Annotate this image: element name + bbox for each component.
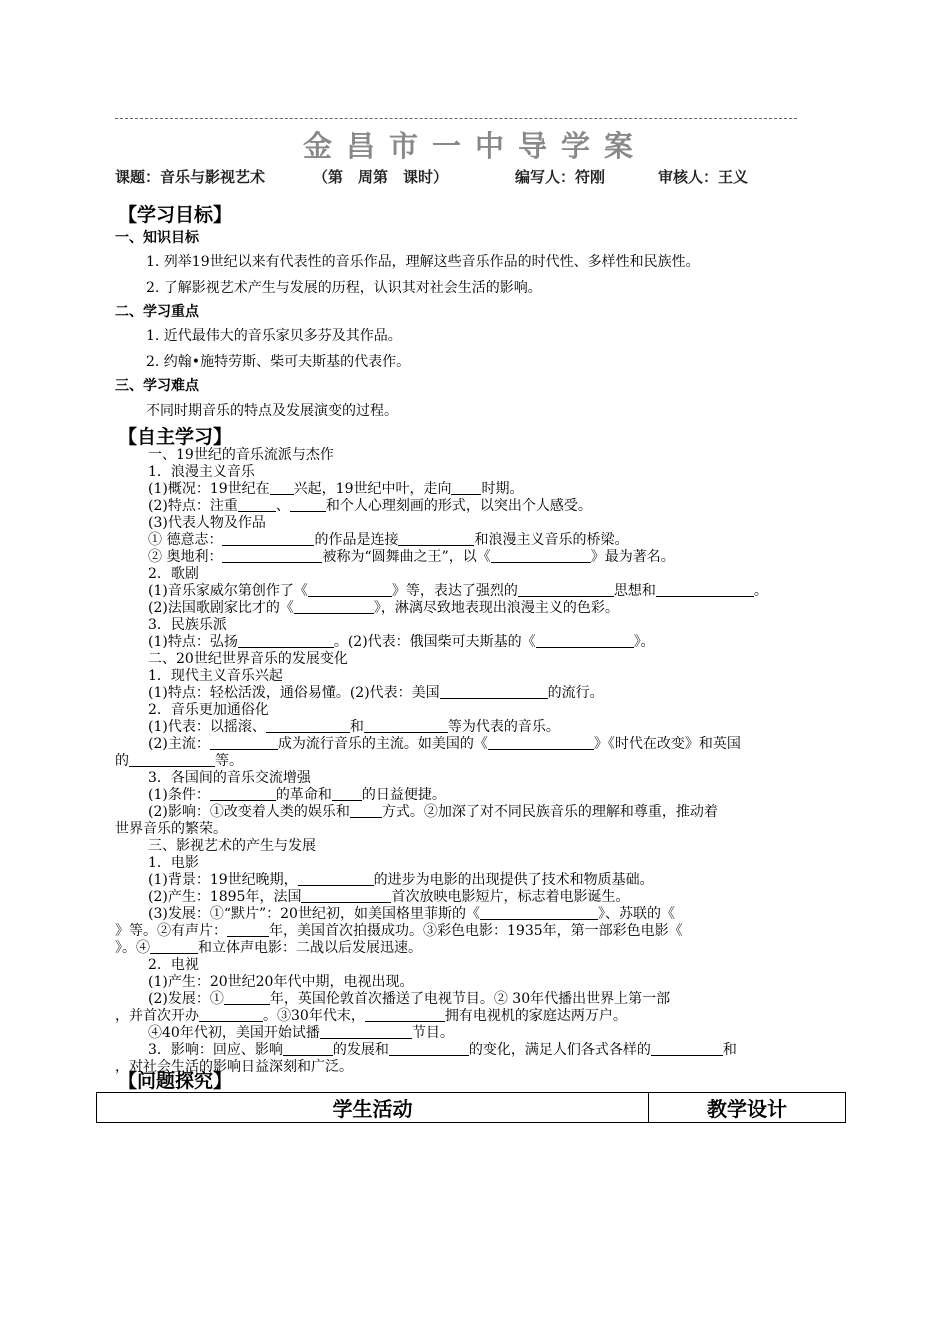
subsection-heading: 1．现代主义音乐兴起	[148, 668, 283, 684]
subsection-heading: 2．音乐更加通俗化	[148, 702, 269, 718]
fill-blank[interactable]	[308, 583, 392, 597]
text-line: (2)影响：①改变着人类的娱乐和 方式。②加深了对不同民族音乐的理解和尊重，推动着	[148, 804, 718, 820]
text-line: ② 奥地利： 被称为“圆舞曲之王”，以《 》最为著名。	[148, 549, 675, 565]
difficulty-heading: 三、学习难点	[115, 378, 199, 394]
teaching-design-header: 教学设计	[649, 1093, 846, 1123]
text-line: (1)产生：20世纪20年代中期，电视出现。	[148, 974, 414, 990]
fill-blank[interactable]	[350, 804, 382, 818]
text-line: (2)特点：注重 、 和个人心理刻画的形式，以突出个人感受。	[148, 498, 592, 514]
text-line: (1)特点：轻松活泼，通俗易懂。(2)代表：美国 的流行。	[148, 685, 604, 701]
subsection-heading: 2．歌剧	[148, 566, 199, 582]
text-line: ，并首次开办 。③30年代末， 拥有电视机的家庭达两万户。	[115, 1008, 627, 1024]
lesson-topic: 课题：音乐与影视艺术	[115, 168, 266, 186]
section-heading: 一、19世纪的音乐流派与杰作	[148, 447, 334, 463]
text-line: (2)主流： 成为流行音乐的主流。如美国的《 》《时代在改变》和英国	[148, 736, 741, 752]
fill-blank[interactable]	[488, 736, 594, 750]
knowledge-item: 1. 列举19世纪以来有代表性的音乐作品，理解这些音乐作品的时代性、多样性和民族性。	[146, 254, 700, 270]
fill-blank[interactable]	[480, 906, 598, 920]
text-line: (3)代表人物及作品	[148, 515, 266, 531]
text-line: (2)发展：① 年，英国伦敦首次播送了电视节目。② 30年代播出世界上第一部	[148, 991, 671, 1007]
text-line: 》。④ 和立体声电影：二战以后发展迅速。	[115, 940, 422, 956]
inquiry-table	[96, 1092, 846, 1123]
fill-blank[interactable]	[290, 498, 326, 512]
text-line: (1)概况：19世纪在 兴起，19世纪中叶，走向 时期。	[148, 481, 524, 497]
text-line: (1)条件： 的革命和 的日益便捷。	[148, 787, 446, 803]
self-study-heading: 【自主学习】	[118, 426, 233, 448]
text-line: (1)特点：弘扬 。(2)代表：俄国柴可夫斯基的《 》。	[148, 634, 655, 650]
fill-blank[interactable]	[227, 923, 269, 937]
reviewer: 审核人：王义	[658, 168, 749, 186]
fill-blank[interactable]	[238, 634, 334, 648]
text-line: 》等。②有声片： 年，美国首次拍摄成功。③彩色电影：1935年，第一部彩色电影《	[115, 923, 683, 939]
section-heading: 三、影视艺术的产生与发展	[148, 838, 316, 854]
fill-blank[interactable]	[451, 481, 481, 495]
fill-blank[interactable]	[270, 481, 294, 495]
text-line: ，对社会生活的影响日益深刻和广泛。	[115, 1059, 353, 1075]
fill-blank[interactable]	[199, 1008, 263, 1022]
author: 编写人：符刚	[515, 168, 606, 186]
fill-blank[interactable]	[222, 549, 322, 563]
fill-blank[interactable]	[301, 889, 391, 903]
fill-blank[interactable]	[283, 1042, 333, 1056]
fill-blank[interactable]	[398, 532, 474, 546]
subsection-heading: 1．电影	[148, 855, 199, 871]
fill-blank[interactable]	[222, 532, 314, 546]
focus-heading: 二、学习重点	[115, 304, 199, 320]
fill-blank[interactable]	[238, 498, 276, 512]
school-title: 金昌市一中导学案	[302, 129, 647, 163]
text-line: (1)音乐家威尔第创作了《 》等，表达了强烈的 思想和 。	[148, 583, 768, 599]
subsection-heading: 3．各国间的音乐交流增强	[148, 770, 311, 786]
subsection-heading: 2．电视	[148, 957, 199, 973]
text-line: 的 等。	[115, 753, 243, 769]
fill-blank[interactable]	[150, 940, 198, 954]
fill-blank[interactable]	[298, 872, 374, 886]
text-line: (3)发展：①“默片”：20世纪初，如美国格里菲斯的《 》、苏联的《	[148, 906, 675, 922]
fill-blank[interactable]	[320, 1025, 412, 1039]
fill-blank[interactable]	[210, 787, 276, 801]
text-line: (2)法国歌剧家比才的《 》，淋漓尽致地表现出浪漫主义的色彩。	[148, 600, 619, 616]
fill-blank[interactable]	[294, 600, 374, 614]
fill-blank[interactable]	[440, 685, 548, 699]
focus-item: 1. 近代最伟大的音乐家贝多芬及其作品。	[146, 328, 402, 344]
subsection-heading: 1．浪漫主义音乐	[148, 464, 255, 480]
fill-blank[interactable]	[651, 1042, 723, 1056]
student-activity-header: 学生活动	[97, 1093, 649, 1123]
fill-blank[interactable]	[389, 1042, 469, 1056]
fill-blank[interactable]	[129, 753, 215, 767]
difficulty-text: 不同时期音乐的特点及发展演变的过程。	[146, 403, 398, 419]
fill-blank[interactable]	[365, 1008, 445, 1022]
fill-blank[interactable]	[518, 583, 614, 597]
knowledge-item: 2. 了解影视艺术产生与发展的历程，认识其对社会生活的影响。	[146, 280, 542, 296]
subsection-heading: 3．民族乐派	[148, 617, 227, 633]
focus-item: 2. 约翰•施特劳斯、柴可夫斯基的代表作。	[146, 354, 411, 370]
lesson-period: （第 周第 课时）	[313, 168, 449, 186]
text-line: (1)背景：19世纪晚期， 的进步为电影的出现提供了技术和物质基础。	[148, 872, 654, 888]
fill-blank[interactable]	[491, 549, 591, 563]
fill-blank[interactable]	[656, 583, 754, 597]
knowledge-heading: 一、知识目标	[115, 230, 199, 246]
fill-blank[interactable]	[210, 736, 278, 750]
fill-blank[interactable]	[536, 634, 634, 648]
section-heading: 二、20世纪世界音乐的发展变化	[148, 651, 348, 667]
header-dashed-rule	[115, 118, 797, 119]
fill-blank[interactable]	[364, 719, 448, 733]
text-line: (1)代表：以摇滚、 和 等为代表的音乐。	[148, 719, 560, 735]
fill-blank[interactable]	[332, 787, 362, 801]
inquiry-heading: 【问题探究】	[118, 1070, 233, 1092]
text-line: 3．影响：回应、影响 的发展和 的变化，满足人们各式各样的 和	[148, 1042, 737, 1058]
text-line: 世界音乐的繁荣。	[115, 821, 227, 837]
text-line: ① 德意志： 的作品是连接 和浪漫主义音乐的桥梁。	[148, 532, 629, 548]
fill-blank[interactable]	[266, 719, 350, 733]
goals-heading: 【学习目标】	[118, 204, 233, 226]
text-line: ④40年代初，美国开始试播 节目。	[148, 1025, 454, 1041]
fill-blank[interactable]	[224, 991, 270, 1005]
text-line: (2)产生：1895年，法国 首次放映电影短片，标志着电影诞生。	[148, 889, 630, 905]
